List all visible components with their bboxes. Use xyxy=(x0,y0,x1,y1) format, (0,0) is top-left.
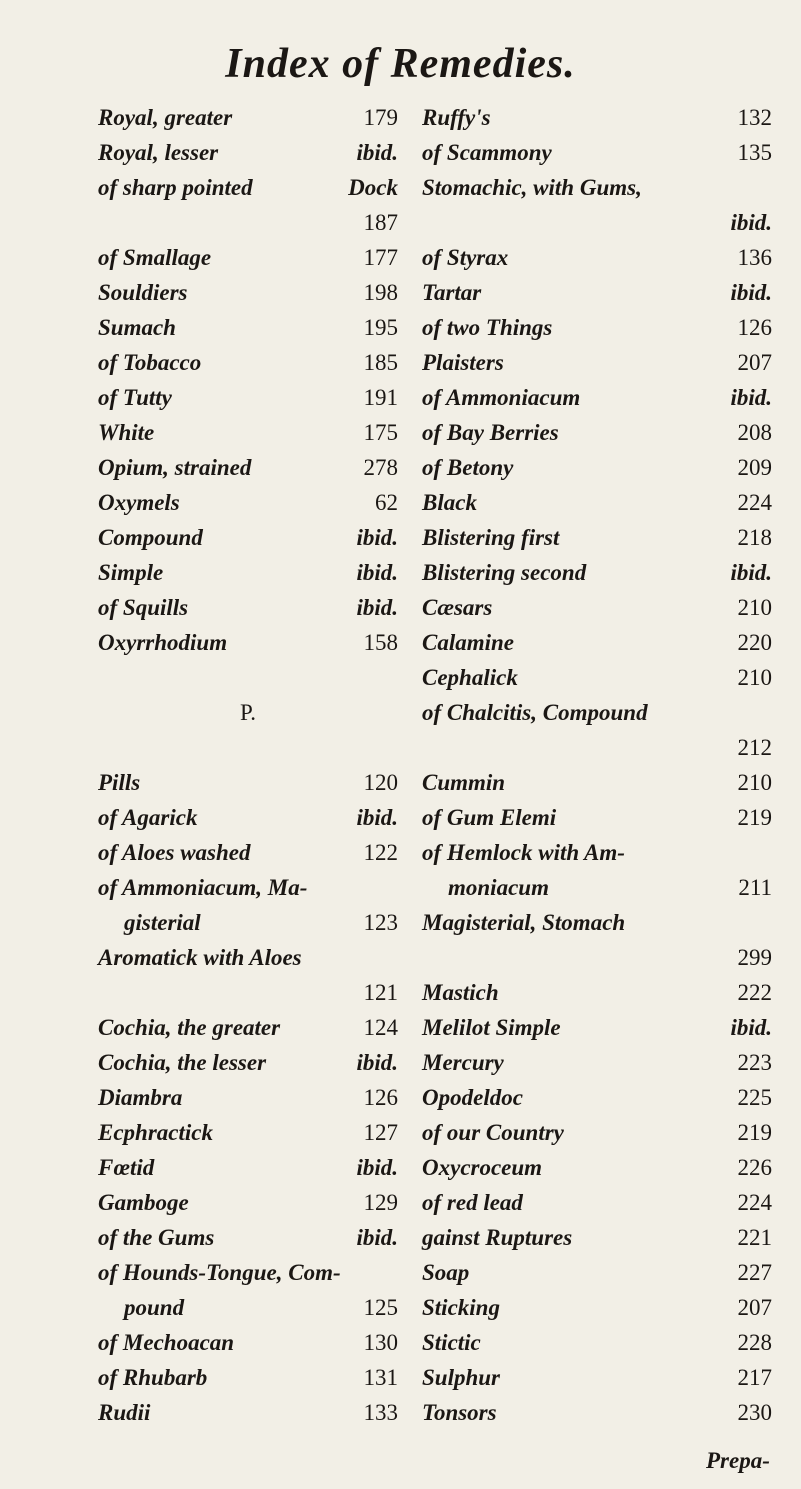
page-number: ibid. xyxy=(356,1225,398,1250)
index-entry xyxy=(98,765,398,800)
entry-label: Sumach xyxy=(98,315,176,340)
entry-label: Opium, strained xyxy=(98,455,252,480)
entry-label: of sharp pointed xyxy=(98,175,253,200)
page-number: 132 xyxy=(737,105,772,130)
page-number: 220 xyxy=(737,630,772,655)
entry-label: Black xyxy=(422,490,477,515)
entry-label: Oxycroceum xyxy=(422,1155,543,1180)
page-number: ibid. xyxy=(730,210,772,235)
page-number: 225 xyxy=(737,1085,772,1110)
entry-label: of Ammoniacum, Ma- xyxy=(98,875,308,900)
page-number: 120 xyxy=(363,770,398,795)
index-column-right xyxy=(422,100,772,1430)
entry-label: Compound xyxy=(98,525,203,550)
page-number: ibid. xyxy=(356,1050,398,1075)
page-number: 191 xyxy=(363,385,398,410)
entry-label: of Rhubarb xyxy=(98,1365,208,1390)
page-number: 124 xyxy=(363,1015,398,1040)
index-entry xyxy=(422,345,772,380)
entry-label: of Smallage xyxy=(98,245,212,270)
page-number: ibid. xyxy=(356,560,398,585)
section-letter-label: P. xyxy=(240,700,256,725)
page-title: Index of Remedies. xyxy=(225,41,576,87)
entry-label: gainst Ruptures xyxy=(422,1225,573,1250)
entry-label: moniacum xyxy=(448,875,549,900)
index-entry xyxy=(422,870,772,905)
entry-label: of Hemlock with Am- xyxy=(422,840,625,865)
index-entry xyxy=(98,1325,398,1360)
index-entry xyxy=(98,625,398,660)
page-number: 131 xyxy=(363,1365,398,1390)
index-entry xyxy=(98,450,398,485)
page-number: 177 xyxy=(363,245,398,270)
entry-label: pound xyxy=(124,1295,185,1320)
page-number: 224 xyxy=(737,1190,772,1215)
page-number: 219 xyxy=(737,1120,772,1145)
entry-label: of Bay Berries xyxy=(422,420,559,445)
index-entry xyxy=(98,380,398,415)
entry-label: of Gum Elemi xyxy=(422,805,557,830)
entry-label: Royal, greater xyxy=(98,105,233,130)
page-number: 228 xyxy=(737,1330,772,1355)
index-entry xyxy=(422,520,772,555)
entry-label: of Scammony xyxy=(422,140,552,165)
index-entry xyxy=(422,135,772,170)
index-entry xyxy=(98,1150,398,1185)
index-entry xyxy=(422,1360,772,1395)
entry-label: Ruffy's xyxy=(422,105,491,130)
index-entry xyxy=(422,1185,772,1220)
page-number: 198 xyxy=(363,280,398,305)
page-number: 222 xyxy=(737,980,772,1005)
page-number: ibid. xyxy=(730,385,772,410)
page-number: 187 xyxy=(363,210,398,235)
entry-label: of the Gums xyxy=(98,1225,215,1250)
page-number: 211 xyxy=(738,875,772,900)
index-entry xyxy=(422,275,772,310)
entry-label: Tonsors xyxy=(422,1400,497,1425)
page-number: 219 xyxy=(737,805,772,830)
page-number: 221 xyxy=(737,1225,772,1250)
page-number: 223 xyxy=(737,1050,772,1075)
entry-label: Melilot Simple xyxy=(422,1015,561,1040)
page-number: 175 xyxy=(363,420,398,445)
entry-label: Cephalick xyxy=(422,665,518,690)
page-number: ibid. xyxy=(356,805,398,830)
entry-label: Souldiers xyxy=(98,280,188,305)
index-entry xyxy=(98,240,398,275)
index-entry xyxy=(98,905,398,940)
index-entry xyxy=(422,310,772,345)
index-entry xyxy=(422,975,772,1010)
index-entry xyxy=(422,765,772,800)
entry-label: Tartar xyxy=(422,280,482,305)
index-entry xyxy=(422,590,772,625)
entry-label: Pills xyxy=(98,770,141,795)
entry-label: Gamboge xyxy=(98,1190,189,1215)
page-number: 226 xyxy=(737,1155,772,1180)
entry-label: of two Things xyxy=(422,315,553,340)
catchword: Prepa- xyxy=(706,1448,770,1473)
index-entry xyxy=(98,555,398,590)
index-entry xyxy=(422,905,772,940)
index-entry xyxy=(98,1360,398,1395)
entry-label: Royal, lesser xyxy=(98,140,219,165)
entry-label: Opodeldoc xyxy=(422,1085,523,1110)
page-number: 126 xyxy=(363,1085,398,1110)
index-entry xyxy=(422,415,772,450)
page-number: ibid. xyxy=(730,1015,772,1040)
page-number: 217 xyxy=(737,1365,772,1390)
index-entry xyxy=(422,485,772,520)
index-entry xyxy=(98,940,398,975)
entry-label: of Agarick xyxy=(98,805,198,830)
page-number: ibid. xyxy=(730,280,772,305)
page-number: 179 xyxy=(363,105,398,130)
index-entry xyxy=(98,1220,398,1255)
page-number: 218 xyxy=(737,525,772,550)
page-number: ibid. xyxy=(356,595,398,620)
entry-label: Ecphractick xyxy=(98,1120,213,1145)
index-entry-continuation xyxy=(98,975,398,1010)
index-entry xyxy=(98,520,398,555)
page-number: 209 xyxy=(737,455,772,480)
page-number: 299 xyxy=(737,945,772,970)
entry-label: of Styrax xyxy=(422,245,509,270)
index-entry xyxy=(98,1115,398,1150)
entry-label: of Tobacco xyxy=(98,350,202,375)
page-number: 126 xyxy=(737,315,772,340)
entry-label: of Ammoniacum xyxy=(422,385,581,410)
page-number: 62 xyxy=(375,490,398,515)
index-entry xyxy=(422,1325,772,1360)
index-entry xyxy=(98,310,398,345)
entry-label: of our Country xyxy=(422,1120,564,1145)
entry-label: of Mechoacan xyxy=(98,1330,235,1355)
index-entry xyxy=(98,345,398,380)
index-entry xyxy=(422,835,772,870)
index-entry xyxy=(98,1080,398,1115)
entry-label: of Squills xyxy=(98,595,189,620)
entry-label: Plaisters xyxy=(422,350,504,375)
index-entry xyxy=(98,135,398,170)
entry-label: of Aloes washed xyxy=(98,840,251,865)
index-entry xyxy=(422,1395,772,1430)
index-entry xyxy=(422,380,772,415)
page-number: 127 xyxy=(363,1120,398,1145)
index-entry xyxy=(98,1395,398,1430)
page-number: ibid. xyxy=(730,560,772,585)
page-number: 207 xyxy=(737,1295,772,1320)
entry-label: of Tutty xyxy=(98,385,172,410)
page-number: 123 xyxy=(363,910,398,935)
index-entry xyxy=(98,1185,398,1220)
blank-line xyxy=(98,730,398,765)
index-entry xyxy=(422,800,772,835)
page-number: 129 xyxy=(363,1190,398,1215)
section-letter xyxy=(98,695,398,730)
index-entry xyxy=(422,1220,772,1255)
index-entry xyxy=(422,660,772,695)
index-column-left xyxy=(98,100,398,1430)
page-number: 122 xyxy=(363,840,398,865)
index-entry xyxy=(98,590,398,625)
page-number: ibid. xyxy=(356,525,398,550)
entry-label: Magisterial, Stomach xyxy=(422,910,626,935)
index-entry xyxy=(422,1255,772,1290)
entry-label: Blistering first xyxy=(422,525,560,550)
index-entry xyxy=(98,100,398,135)
entry-label: Rudii xyxy=(98,1400,151,1425)
entry-label: gisterial xyxy=(124,910,201,935)
blank-line xyxy=(98,660,398,695)
entry-label: of Hounds-Tongue, Com- xyxy=(98,1260,341,1285)
page-number: 278 xyxy=(363,455,398,480)
page-number: 210 xyxy=(737,770,772,795)
index-entry xyxy=(422,1080,772,1115)
page-number: 207 xyxy=(737,350,772,375)
page-number: 185 xyxy=(363,350,398,375)
index-entry xyxy=(422,1290,772,1325)
page-number: 121 xyxy=(363,980,398,1005)
index-entry xyxy=(98,835,398,870)
page-number: 224 xyxy=(737,490,772,515)
index-entry xyxy=(422,695,772,730)
page-number: 136 xyxy=(737,245,772,270)
index-entry xyxy=(422,240,772,275)
entry-label: Simple xyxy=(98,560,164,585)
index-entry xyxy=(98,1255,398,1290)
entry-label: White xyxy=(98,420,155,445)
index-entry xyxy=(98,275,398,310)
entry-label: Cochia, the lesser xyxy=(98,1050,267,1075)
entry-label: Stomachic, with Gums, xyxy=(422,175,642,200)
page-number: 135 xyxy=(737,140,772,165)
entry-label: Oxymels xyxy=(98,490,180,515)
entry-label: Calamine xyxy=(422,630,515,655)
index-entry xyxy=(422,1150,772,1185)
entry-label: Oxyrrhodium xyxy=(98,630,228,655)
entry-label: of Betony xyxy=(422,455,514,480)
index-entry xyxy=(422,625,772,660)
entry-label: Aromatick with Aloes xyxy=(98,945,302,970)
index-entry-continuation xyxy=(98,205,398,240)
page-number: 133 xyxy=(363,1400,398,1425)
index-entry xyxy=(422,450,772,485)
index-entry xyxy=(98,170,398,205)
page-number: Dock xyxy=(348,175,398,200)
index-entry xyxy=(98,870,398,905)
index-entry xyxy=(422,1115,772,1150)
entry-label: Stictic xyxy=(422,1330,481,1355)
entry-label: of red lead xyxy=(422,1190,523,1215)
entry-label: Fœtid xyxy=(98,1155,155,1180)
page-number: 210 xyxy=(737,595,772,620)
entry-label: Sticking xyxy=(422,1295,500,1320)
entry-label: Soap xyxy=(422,1260,470,1285)
entry-label: Mastich xyxy=(422,980,499,1005)
index-entry xyxy=(98,1045,398,1080)
index-entry-continuation xyxy=(422,205,772,240)
page-number: 158 xyxy=(363,630,398,655)
entry-label: Cæsars xyxy=(422,595,493,620)
entry-label: of Chalcitis, Compound xyxy=(422,700,648,725)
index-entry xyxy=(422,170,772,205)
index-entry xyxy=(422,100,772,135)
page-number: 230 xyxy=(737,1400,772,1425)
index-entry xyxy=(98,415,398,450)
page-number: ibid. xyxy=(356,140,398,165)
index-entry xyxy=(422,1045,772,1080)
page-number: 210 xyxy=(737,665,772,690)
index-entry-continuation xyxy=(422,730,772,765)
entry-label: Blistering second xyxy=(422,560,587,585)
index-entry xyxy=(422,555,772,590)
page-number: 125 xyxy=(363,1295,398,1320)
page-number: ibid. xyxy=(356,1155,398,1180)
index-entry xyxy=(422,1010,772,1045)
page-number: 195 xyxy=(363,315,398,340)
page-number: 208 xyxy=(737,420,772,445)
entry-label: Cochia, the greater xyxy=(98,1015,281,1040)
index-entry xyxy=(98,800,398,835)
page-number: 212 xyxy=(737,735,772,760)
index-entry xyxy=(98,485,398,520)
entry-label: Mercury xyxy=(422,1050,504,1075)
page-number: 227 xyxy=(737,1260,772,1285)
index-entry xyxy=(98,1290,398,1325)
entry-label: Cummin xyxy=(422,770,506,795)
entry-label: Diambra xyxy=(98,1085,183,1110)
entry-label: Sulphur xyxy=(422,1365,501,1390)
index-entry-continuation xyxy=(422,940,772,975)
index-entry xyxy=(98,1010,398,1045)
page-number: 130 xyxy=(363,1330,398,1355)
